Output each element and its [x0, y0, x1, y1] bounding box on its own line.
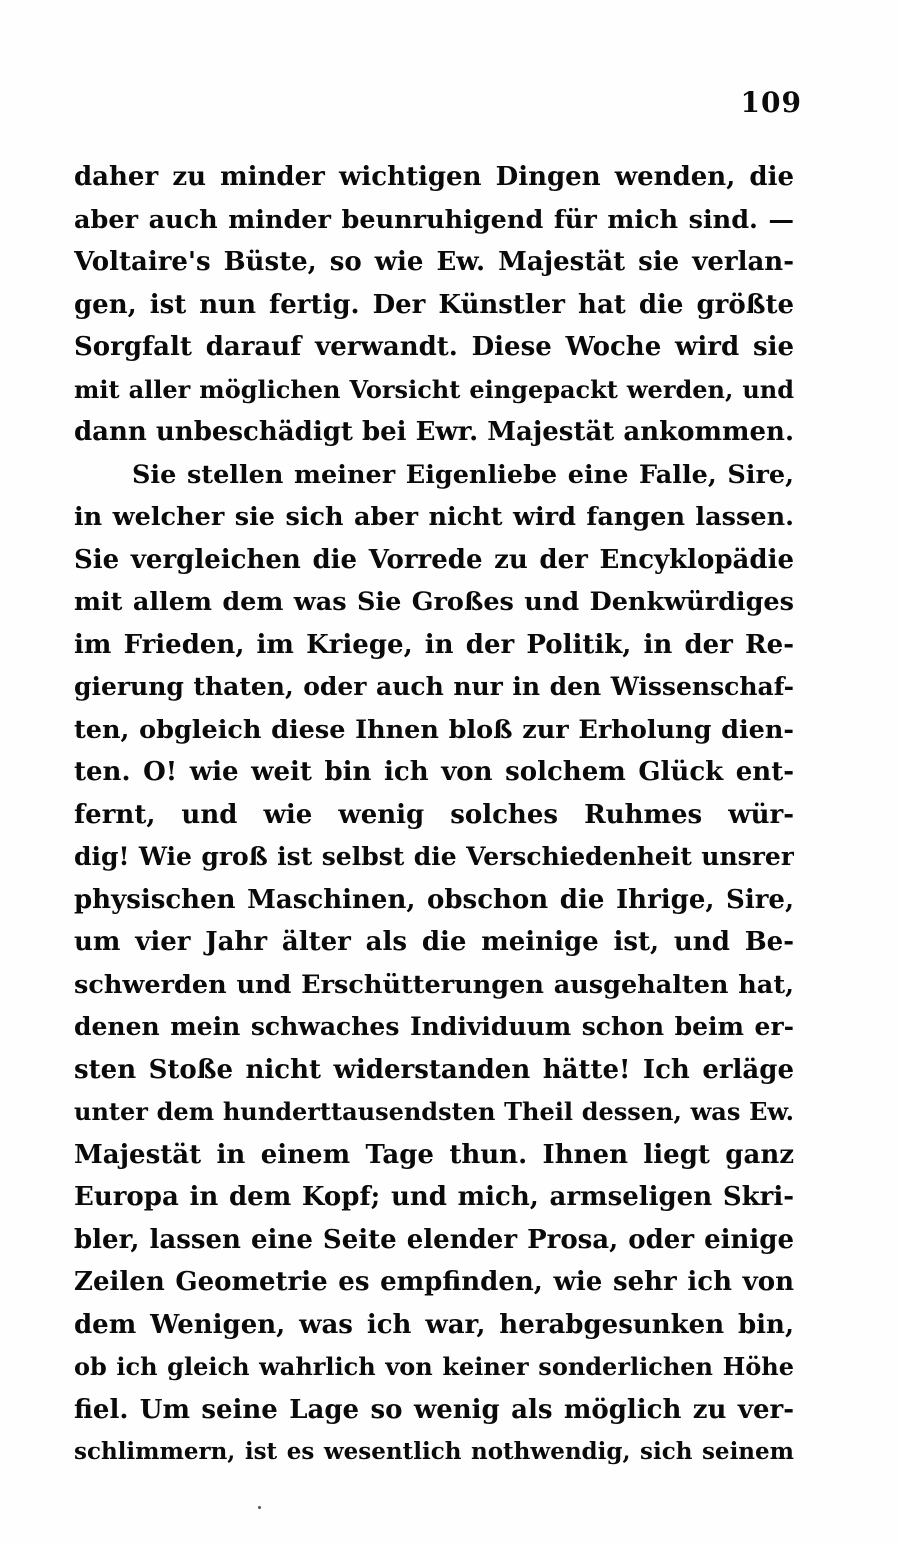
text-line: ten. O! wie weit bin ich von solchem Glück ent- — [74, 757, 794, 787]
text-line: physischen Maschinen, obschon die Ihrige, Sire, — [74, 884, 794, 915]
text-line: mit allem dem was Sie Großes und Denkwürdiges — [74, 587, 794, 617]
text-line: um vier Jahr älter als die meinige ist, und Be- — [74, 927, 794, 957]
text-line: Sie vergleichen die Vorrede zu der Encyklopädie — [74, 544, 794, 575]
text-line: denen mein schwaches Individuum schon beim er- — [74, 1012, 794, 1041]
text-line: Voltaire's Büste, so wie Ew. Majestät sie verlan- — [74, 247, 794, 277]
text-line: dem Wenigen, was ich war, herabgesunken bin, — [74, 1309, 794, 1340]
text-line: Sorgfalt darauf verwandt. Diese Woche wird sie — [74, 332, 794, 362]
text-line: ob ich gleich wahrlich von keiner sonderlichen Höhe — [74, 1352, 794, 1381]
text-line: schwerden und Erschütterungen ausgehalten hat, — [74, 969, 794, 1000]
text-line: in welcher sie sich aber nicht wird fangen lassen. — [74, 502, 794, 532]
text-line: dig! Wie groß ist selbst die Verschiedenheit unsrer — [74, 842, 794, 871]
text-line: Majestät in einem Tage thun. Ihnen liegt ganz — [74, 1139, 794, 1170]
text-line: Europa in dem Kopf; und mich, armseligen Skri- — [74, 1182, 794, 1212]
text-line: aber auch minder beunruhigend für mich sind. — — [74, 204, 794, 235]
text-line: bler, lassen eine Seite elender Prosa, oder einige — [74, 1224, 794, 1255]
text-line: gen, ist nun fertig. Der Künstler hat die größte — [74, 289, 794, 320]
text-line: fiel. Um seine Lage so wenig als möglich zu ver- — [74, 1394, 794, 1425]
text-line: im Frieden, im Kriege, in der Politik, in der Re- — [74, 629, 794, 660]
text-line: sten Stoße nicht widerstanden hätte! Ich erläge — [74, 1054, 794, 1085]
paper-speck — [258, 1506, 261, 1509]
page-number: 109 — [740, 86, 802, 119]
text-line: fernt, und wie wenig solches Ruhmes wür- — [74, 799, 794, 830]
text-line: mit aller möglichen Vorsicht eingepackt werden, und — [74, 374, 794, 404]
text-line: ten, obgleich diese Ihnen bloß zur Erholung dien- — [74, 714, 794, 745]
text-line: daher zu minder wichtigen Dingen wenden, die — [74, 162, 794, 192]
text-line: Zeilen Geometrie es empfinden, wie sehr ich von — [74, 1267, 794, 1297]
text-line: Sie stellen meiner Eigenliebe eine Falle, Sire, — [132, 459, 794, 490]
text-line: gierung thaten, oder auch nur in den Wissenschaf- — [74, 672, 794, 701]
text-line: schlimmern, ist es wesentlich nothwendig, sich seinem — [74, 1438, 794, 1465]
text-line: unter dem hunderttausendsten Theil dessen, was Ew. — [74, 1097, 794, 1126]
body-text — [74, 156, 794, 1474]
text-line: dann unbeschädigt bei Ewr. Majestät ankommen. — [74, 417, 794, 447]
